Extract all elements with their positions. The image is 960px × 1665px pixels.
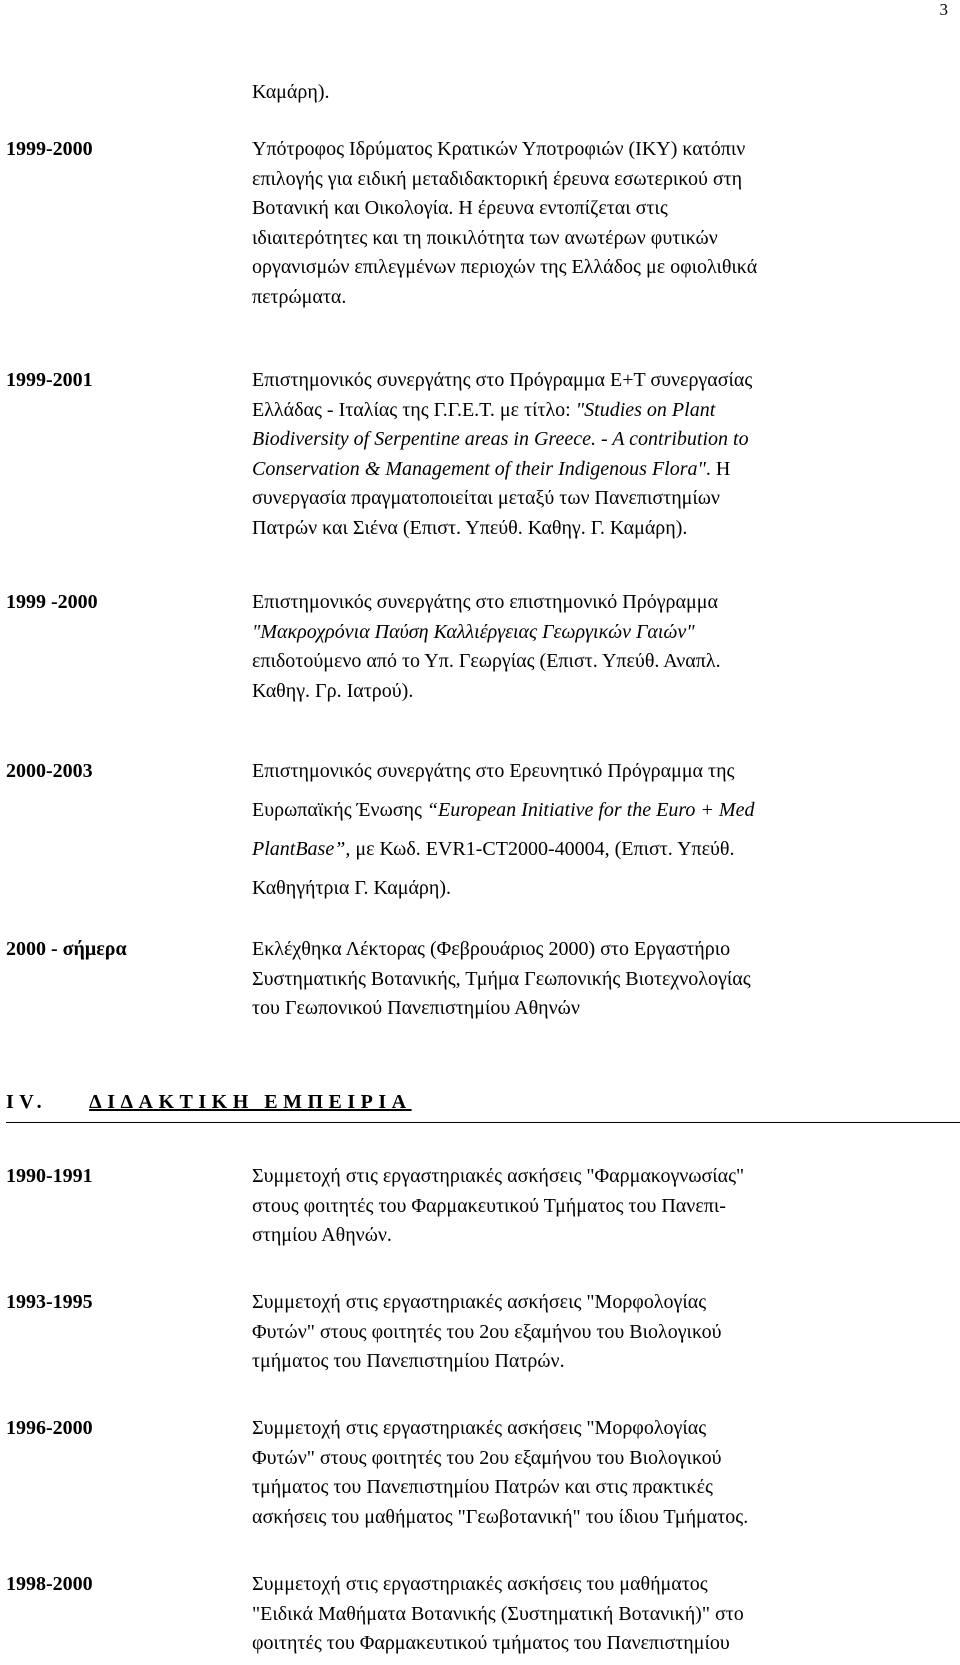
desc-line: Εκλέχθηκα Λέκτορας (Φεβρουάριος 2000) στο Εργαστήριο <box>252 938 731 960</box>
entry-description <box>252 935 932 1024</box>
desc-line: φοιτητές του Φαρμακευτικού τμήματος του Πανεπιστημίου <box>252 1632 730 1654</box>
entry-description <box>252 752 932 908</box>
page-number: 3 <box>939 0 948 19</box>
entry-description <box>252 588 932 706</box>
project-title-italic: Conservation & Management of their Indigenous Flora" <box>252 457 706 480</box>
desc-text: Ευρωπαϊκής Ένωσης <box>252 799 427 821</box>
desc-line: Συμμετοχή στις εργαστηριακές ασκήσεις "Μορφολογίας <box>252 1417 707 1439</box>
entry-years: 1993-1995 <box>6 1291 93 1313</box>
project-title-italic: "Studies on Plant <box>575 398 716 421</box>
entry-description <box>252 1288 932 1377</box>
desc-line: οργανισμών επιλεγμένων περιοχών της Ελλάδος με οφιολιθικά <box>252 256 758 278</box>
section-numeral: IV. <box>6 1091 48 1113</box>
entry-years: 1998-2000 <box>6 1573 93 1595</box>
entry-years: 1999-2001 <box>6 369 93 391</box>
entry-description <box>252 1162 932 1251</box>
entry-years: 1996-2000 <box>6 1417 93 1439</box>
desc-line: "Ειδικά Μαθήματα Βοτανικής (Συστηματική Βοτανική)" στο <box>252 1602 744 1625</box>
entry-description <box>252 135 932 312</box>
project-title-italic: “European Initiative for the Euro + Med <box>426 799 755 821</box>
desc-line: Συμμετοχή στις εργαστηριακές ασκήσεις "Μορφολογίας <box>252 1291 707 1313</box>
entry-description <box>252 366 932 543</box>
section-divider <box>6 1122 960 1123</box>
desc-line <box>252 791 932 830</box>
entry-years: 1990-1991 <box>6 1165 93 1187</box>
desc-line: ασκήσεις του μαθήματος "Γεωβοτανική" του ίδιου Τμήματος. <box>252 1505 749 1528</box>
desc-line: Βοτανική και Οικολογία. Η έρευνα εντοπίζεται στις <box>252 197 668 219</box>
desc-line: Συμμετοχή στις εργαστηριακές ασκήσεις του μαθήματος <box>252 1573 708 1595</box>
desc-line: του Γεωπονικού Πανεπιστημίου Αθηνών <box>252 997 580 1019</box>
desc-line: ιδιαιτερότητες και τη ποικιλότητα των ανωτέρων φυτικών <box>252 226 718 249</box>
entry-years: 2000-2003 <box>6 760 93 782</box>
desc-line <box>252 396 932 426</box>
desc-line: Συμμετοχή στις εργαστηριακές ασκήσεις "Φαρμακογνωσίας" <box>252 1165 745 1187</box>
entry-years: 2000 - σήμερα <box>6 938 127 960</box>
desc-text: . Η <box>705 457 731 480</box>
desc-line: Υπότροφος Ιδρύματος Κρατικών Υποτροφιών (ΙΚΥ) κατόπιν <box>252 138 746 160</box>
desc-line: Επιστημονικός συνεργάτης στο επιστημονικό Πρόγραμμα <box>252 591 718 613</box>
entry-description <box>252 1570 932 1659</box>
desc-line: Επιστημονικός συνεργάτης στο Πρόγραμμα Ε+Τ συνεργασίας <box>252 369 753 391</box>
desc-line: πετρώματα. <box>252 285 347 308</box>
desc-line <box>252 425 932 455</box>
desc-text: με Κωδ. EVR1-CT2000-40004, (Επιστ. Υπεύθ. <box>350 838 735 860</box>
desc-line: Πατρών και Σιένα (Επιστ. Υπεύθ. Καθηγ. Γ. Καμάρη). <box>252 516 688 539</box>
entry-years: 1999-2000 <box>6 138 93 160</box>
desc-line <box>252 830 932 869</box>
section-heading <box>6 1088 412 1118</box>
project-title-italic: "Μακροχρόνια Παύση Καλλιέργειας Γεωργικών Γαιών" <box>252 620 695 643</box>
desc-line: Φυτών" στους φοιτητές του 2ου εξαμήνου του Βιολογικού <box>252 1446 722 1469</box>
desc-line: Καθηγ. Γρ. Ιατρού). <box>252 679 414 702</box>
desc-line: συνεργασία πραγματοποιείται μεταξύ των Πανεπιστημίων <box>252 487 720 509</box>
section-title: ΔΙΔΑΚΤΙΚΗ ΕΜΠΕΙΡΙΑ <box>89 1091 412 1113</box>
desc-line: επιλογής για ειδική μεταδιδακτορική έρευνα εσωτερικού στη <box>252 167 743 190</box>
desc-line: τμήματος του Πανεπιστημίου Πατρών. <box>252 1350 565 1372</box>
desc-line: Συστηματικής Βοτανικής, Τμήμα Γεωπονικής Βιοτεχνολογίας <box>252 967 751 990</box>
desc-line <box>252 455 932 485</box>
desc-text: Ελλάδας - Ιταλίας της Γ.Γ.Ε.Τ. με τίτλο: <box>252 398 576 421</box>
continuation-text: Καμάρη). <box>252 81 330 103</box>
desc-line: Επιστημονικός συνεργάτης στο Ερευνητικό Πρόγραμμα της <box>252 760 735 782</box>
desc-line: Φυτών" στους φοιτητές του 2ου εξαμήνου του Βιολογικού <box>252 1320 722 1343</box>
desc-line: Καθηγήτρια Γ. Καμάρη). <box>252 877 452 899</box>
desc-line: επιδοτούμενο από το Υπ. Γεωργίας (Επιστ. Υπεύθ. Αναπλ. <box>252 650 721 672</box>
desc-line: στημίου Αθηνών. <box>252 1224 392 1246</box>
project-title-italic: PlantBase”, <box>252 838 351 860</box>
entry-years: 1999 -2000 <box>6 591 98 613</box>
desc-line: στους φοιτητές του Φαρμακευτικού Τμήματος του Πανεπι- <box>252 1194 726 1217</box>
entry-description <box>252 1414 932 1532</box>
desc-line: τμήματος του Πανεπιστημίου Πατρών και στις πρακτικές <box>252 1476 713 1498</box>
desc-line <box>252 618 932 648</box>
project-title-italic: Biodiversity of Serpentine areas in Greece. - A contribution to <box>252 428 749 450</box>
